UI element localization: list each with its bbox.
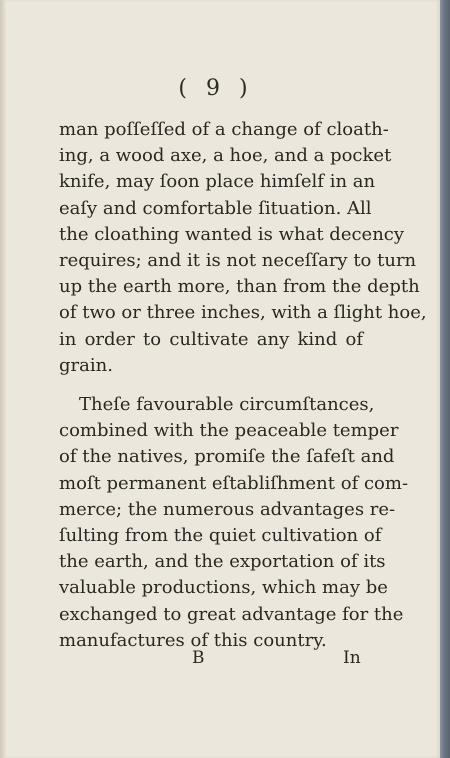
text-line: merce; the numerous advantages re- — [59, 498, 396, 520]
book-spine-edge — [440, 0, 450, 758]
text-line: man poſſeſſed of a change of cloath- — [59, 119, 389, 140]
page-gutter-edge — [0, 0, 6, 758]
paragraph-2 — [59, 392, 409, 654]
catchword: In — [343, 648, 361, 668]
text-line: combined with the peaceable temper — [59, 420, 399, 442]
text-line: up the earth more, than from the depth — [59, 276, 420, 298]
text-line: of two or three inches, with a ſlight hoe, — [59, 302, 427, 324]
text-line: knife, may ſoon place himſelf in an — [59, 171, 376, 193]
text-line: exchanged to great advantage for the — [59, 603, 404, 625]
text-line: the earth, and the exportation of its — [59, 551, 386, 573]
text-line: requires; and it is not neceſſary to turn — [59, 250, 417, 272]
text-line: ing, a wood axe, a hoe, and a pocket — [59, 145, 392, 167]
text-line: of the natives, promiſe the ſafeſt and — [59, 446, 395, 468]
text-line: in order to cultivate any kind of — [59, 328, 363, 350]
text-line: moſt permanent eſtabliſhment of com- — [59, 472, 409, 494]
page-number-header: ( 9 ) — [178, 76, 254, 101]
text-line: manufactures of this country. — [59, 629, 327, 651]
paragraph-1 — [59, 117, 427, 379]
signature-mark: B — [192, 648, 205, 668]
text-line: valuable productions, which may be — [59, 577, 388, 599]
text-line: Theſe favourable circumſtances, — [79, 394, 375, 415]
text-line: grain. — [59, 354, 113, 376]
text-line: eaſy and comfortable ſituation. All — [59, 197, 372, 219]
text-line: ſulting from the quiet cultivation of — [59, 525, 382, 547]
text-line: the cloathing wanted is what decency — [59, 223, 405, 245]
